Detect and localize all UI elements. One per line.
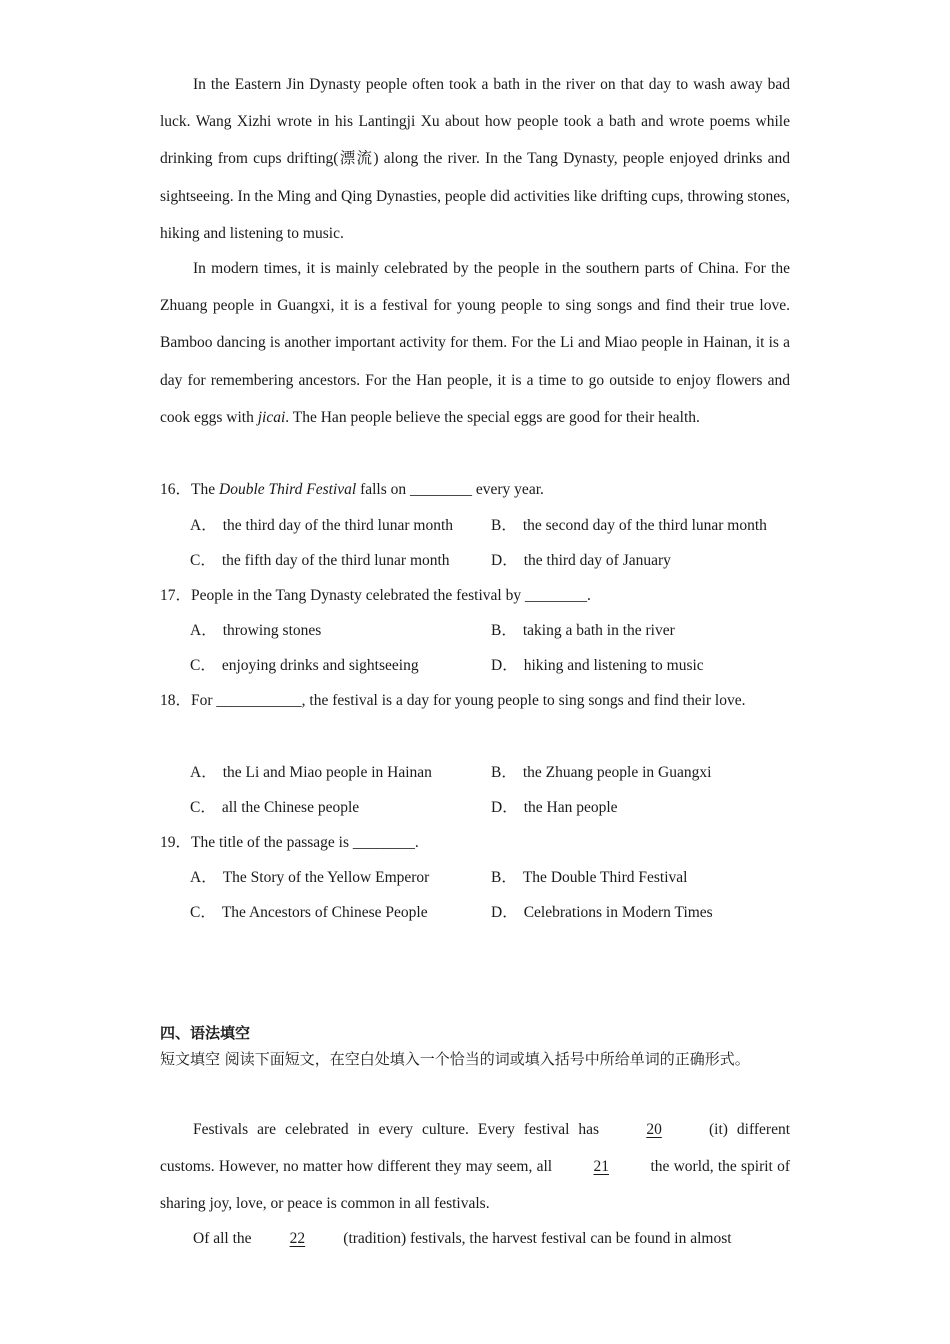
option-18b[interactable]	[491, 755, 791, 790]
passage-paragraph-2	[160, 250, 790, 436]
grammar-text: Of all the	[193, 1230, 256, 1247]
option-letter: B．	[491, 622, 517, 639]
section-title: 四、语法填空	[160, 1024, 251, 1042]
blank-20[interactable]: 20	[646, 1121, 662, 1138]
option-17b[interactable]	[491, 613, 791, 648]
option-text: the Han people	[523, 799, 618, 816]
option-letter: A．	[190, 869, 217, 886]
blank-21[interactable]: 21	[593, 1158, 610, 1175]
festival-name: Double Third Festival	[219, 481, 357, 498]
option-letter: C．	[190, 657, 216, 674]
grammar-text: Festivals are celebrated in every culture. Every festival has	[193, 1121, 609, 1138]
option-17d[interactable]	[491, 648, 791, 683]
option-text: The Ancestors of Chinese People	[221, 904, 428, 921]
question-text: People in the Tang Dynasty celebrated the festival by ________.	[191, 587, 591, 604]
option-text: the third day of the third lunar month	[222, 517, 454, 534]
option-text: Celebrations in Modern Times	[523, 904, 713, 921]
option-letter: A．	[190, 622, 217, 639]
option-19d[interactable]	[491, 895, 791, 930]
option-text: the Li and Miao people in Hainan	[222, 764, 432, 781]
option-17a[interactable]	[190, 613, 490, 648]
option-letter: D．	[491, 799, 518, 816]
option-16c[interactable]	[190, 543, 490, 578]
grammar-text: (tradition) festivals, the harvest festival can be found in almost	[339, 1230, 732, 1247]
option-letter: D．	[491, 552, 518, 569]
question-16	[160, 472, 790, 507]
option-text: all the Chinese people	[221, 799, 360, 816]
option-19b[interactable]	[491, 860, 791, 895]
option-letter: C．	[190, 799, 216, 816]
grammar-paragraph-1	[160, 1111, 790, 1222]
grammar-paragraph-2	[160, 1220, 790, 1257]
option-text: taking a bath in the river	[522, 622, 675, 639]
option-19c[interactable]	[190, 895, 490, 930]
option-16d[interactable]	[491, 543, 791, 578]
question-17	[160, 578, 790, 613]
option-16a[interactable]	[190, 508, 490, 543]
option-letter: C．	[190, 904, 216, 921]
option-letter: B．	[491, 869, 517, 886]
option-18c[interactable]	[190, 790, 490, 825]
option-text: The Double Third Festival	[522, 869, 688, 886]
blank-22[interactable]: 22	[289, 1230, 306, 1247]
option-19a[interactable]	[190, 860, 490, 895]
option-text: the fifth day of the third lunar month	[221, 552, 450, 569]
paragraph-2-text: In modern times, it is mainly celebrated by the people in the southern parts of China. For the Zhuang people in Guangxi, it is a festival for young people to sing songs and find their true love. Bamboo dancing is another important activity for them. For the Li and Miao people in Hainan, it is a day for remembering ancestors. For the Han people, it is a time to go outside to enjoy flowers and cook eggs with	[160, 260, 790, 426]
option-letter: C．	[190, 552, 216, 569]
option-text: throwing stones	[222, 622, 322, 639]
question-number: 16．	[160, 481, 192, 498]
question-18	[160, 682, 770, 719]
question-19	[160, 825, 790, 860]
grammar-text: (it) different customs. However, no matter how different they may seem, all	[160, 1121, 791, 1175]
option-text: the Zhuang people in Guangxi	[522, 764, 712, 781]
option-letter: A．	[190, 517, 217, 534]
question-text: The title of the passage is ________.	[191, 834, 419, 851]
option-16b[interactable]	[491, 508, 791, 543]
question-text: The	[191, 481, 219, 498]
option-18a[interactable]	[190, 755, 490, 790]
option-18d[interactable]	[491, 790, 791, 825]
option-letter: B．	[491, 764, 517, 781]
option-text: hiking and listening to music	[523, 657, 704, 674]
jicai-term: jicai	[257, 408, 286, 426]
question-number: 19．	[160, 834, 192, 851]
option-letter: D．	[491, 904, 518, 921]
option-text: enjoying drinks and sightseeing	[221, 657, 419, 674]
grammar-text: the world, the spirit of sharing joy, love, or peace is common in all festivals.	[160, 1158, 790, 1212]
option-letter: B．	[491, 517, 517, 534]
option-17c[interactable]	[190, 648, 490, 683]
option-text: The Story of the Yellow Emperor	[222, 869, 430, 886]
question-text: For ___________, the festival is a day for young people to sing songs and find their love.	[191, 692, 746, 709]
paragraph-2-end: . The Han people believe the special eggs are good for their health.	[285, 408, 700, 426]
question-text-end: falls on ________ every year.	[356, 481, 544, 498]
section-instruction: 短文填空 阅读下面短文，在空白处填入一个恰当的词或填入括号中所给单词的正确形式。	[160, 1050, 750, 1068]
question-number: 17．	[160, 587, 192, 604]
option-text: the second day of the third lunar month	[522, 517, 767, 534]
question-number: 18．	[160, 692, 192, 709]
option-letter: A．	[190, 764, 217, 781]
option-text: the third day of January	[523, 552, 671, 569]
passage-paragraph-1: In the Eastern Jin Dynasty people often took a bath in the river on that day to wash away bad luck. Wang Xizhi wrote in his Lantingji Xu about how people took a bath and wrote poems while drinking from cups drifting(漂流) along the river. In the Tang Dynasty, people enjoyed drinks and sightseeing. In the Ming and Qing Dynasties, people did activities like drifting cups, throwing stones, hiking and listening to music.	[160, 76, 790, 242]
option-letter: D．	[491, 657, 518, 674]
